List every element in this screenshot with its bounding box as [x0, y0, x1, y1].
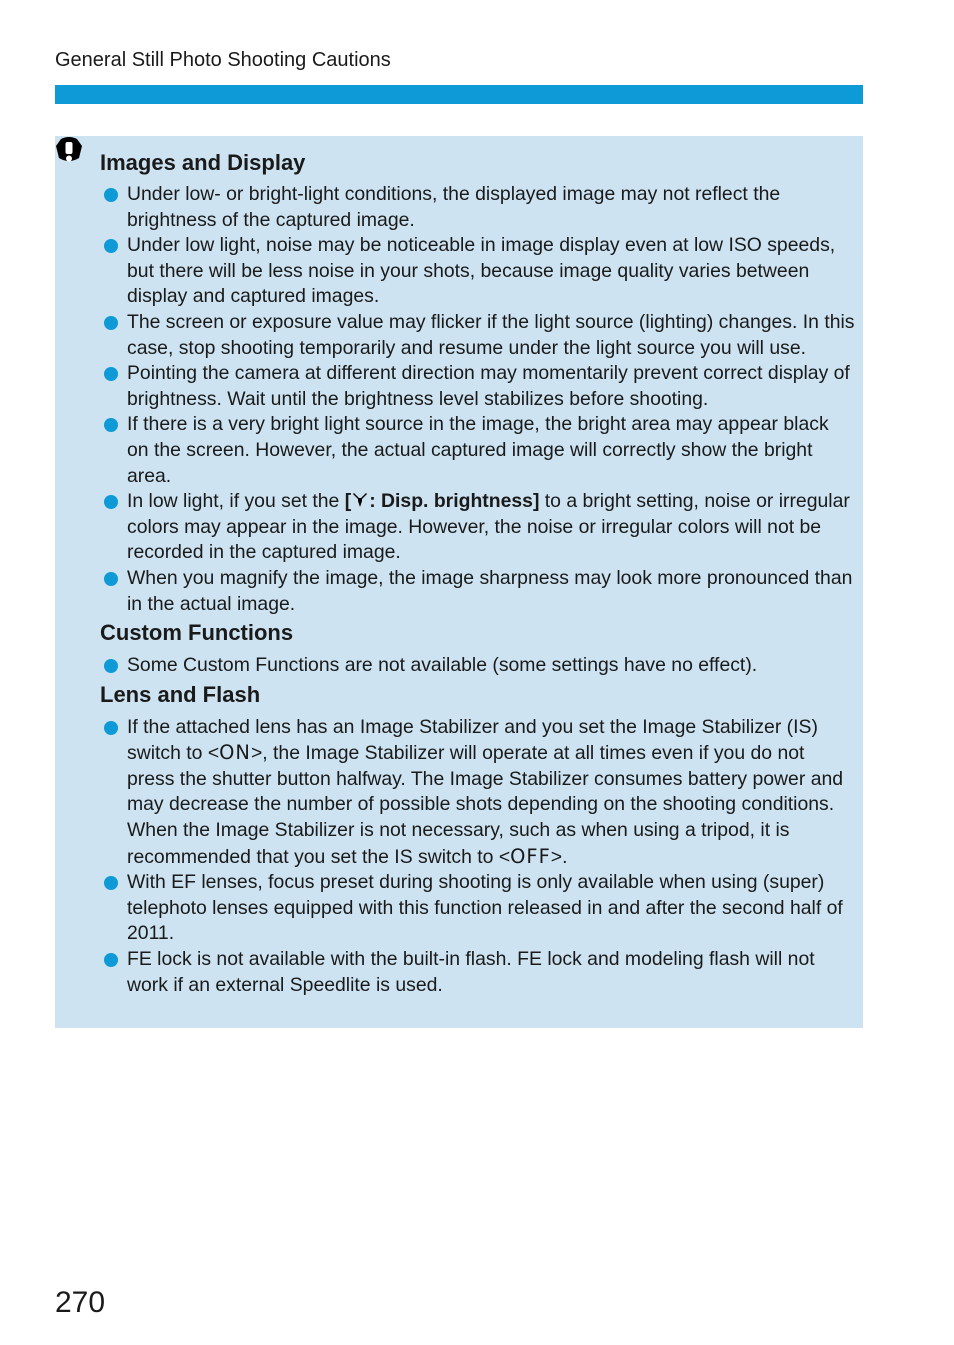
images-display-list [100, 182, 855, 617]
wrench-icon [352, 492, 368, 508]
list-item: Pointing the camera at different direction may momentarily prevent correct display of brightness. Wait until the brightness level stabilizes before shooting. [100, 361, 855, 412]
switch-off-label: OFF [510, 844, 551, 868]
list-item: With EF lenses, focus preset during shooting is only available when using (super) telephoto lenses equipped with this function released in and after the second half of 2011. [100, 870, 855, 947]
bullet-icon [104, 239, 118, 253]
section-heading-custom-functions: Custom Functions [100, 620, 294, 646]
bullet-icon [104, 721, 118, 735]
section-heading-images-display: Images and Display [100, 150, 306, 175]
list-item: Under low- or bright-light conditions, the displayed image may not reflect the brightness of the captured image. [100, 182, 855, 233]
bullet-icon [104, 659, 118, 673]
list-item: Under low light, noise may be noticeable in image display even at low ISO speeds, but there will be less noise in your shots, because image quality varies between display and captured images. [100, 233, 855, 310]
list-item: If the attached lens has an Image Stabilizer and you set the Image Stabilizer (IS) switch to <ON>, the Image Stabilizer will operate at all times even if you do not press the shutter button halfway. The Image Stabilizer consumes battery power and may decrease the number of possible shots depending on the shooting conditions. When the Image Stabilizer is not necessary, such as when using a tripod, it is recommended that you set the IS switch to <OFF>. [100, 715, 855, 871]
list-item: In low light, if you set the [ : Disp. brightness] to a bright setting, noise or irregular colors may appear in the image. However, the noise or irregular colors will not be recorded in the captured image. [100, 489, 855, 566]
bullet-icon [104, 495, 118, 509]
section-heading-lens-flash: Lens and Flash [100, 681, 261, 707]
list-item: The screen or exposure value may flicker if the light source (lighting) changes. In this case, stop shooting temporarily and resume under the light source you will use. [100, 310, 855, 361]
list-item: FE lock is not available with the built-in flash. FE lock and modeling flash will not work if an external Speedlite is used. [100, 947, 855, 998]
caution-content [100, 148, 855, 998]
lens-flash-list [100, 715, 855, 999]
menu-reference: [ : Disp. brightness] [344, 490, 540, 513]
list-item: If there is a very bright light source in the image, the bright area may appear black on the screen. However, the actual captured image will correctly show the bright area. [100, 412, 855, 489]
list-item: Some Custom Functions are not available (some settings have no effect). [100, 653, 855, 679]
switch-on-label: ON [219, 741, 251, 765]
custom-functions-list [100, 653, 855, 679]
bullet-icon [104, 572, 118, 586]
header-bar [55, 85, 863, 104]
bullet-icon [104, 876, 118, 890]
bullet-icon [104, 316, 118, 330]
header-title: General Still Photo Shooting Cautions [55, 49, 391, 71]
bullet-icon [104, 188, 118, 202]
bullet-icon [104, 418, 118, 432]
caution-exclamation-icon [55, 136, 83, 166]
bullet-icon [104, 953, 118, 967]
page-number: 270 [55, 1286, 106, 1319]
caution-box [55, 136, 863, 1028]
list-item: When you magnify the image, the image sharpness may look more pronounced than in the actual image. [100, 566, 855, 617]
bullet-icon [104, 367, 118, 381]
